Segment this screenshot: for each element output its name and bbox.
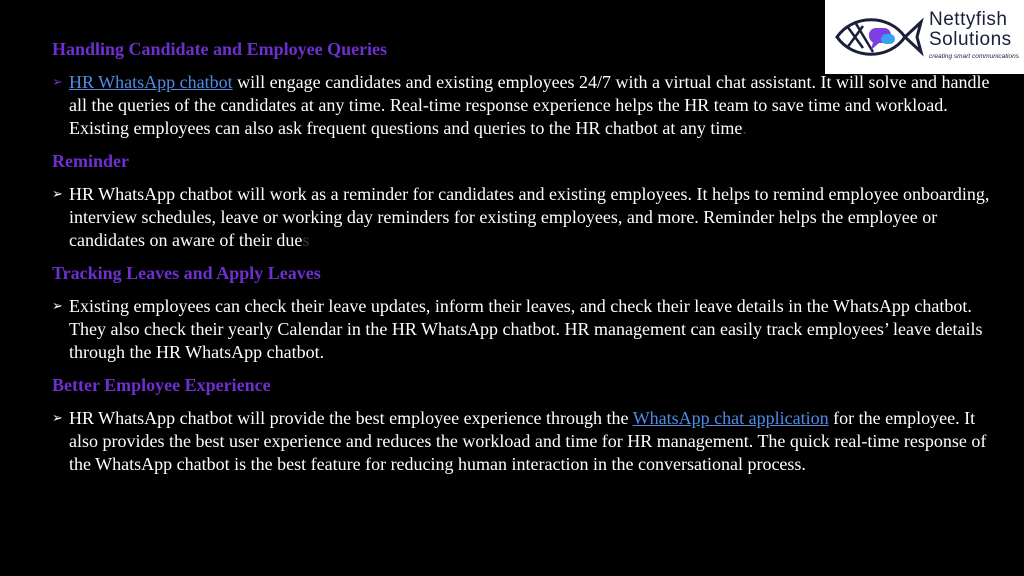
bullet-trail: s (302, 230, 310, 250)
logo-name-line2: Solutions (929, 29, 1012, 50)
section-bullet (52, 407, 1002, 476)
section-heading: Reminder (52, 151, 129, 171)
section-heading: Tracking Leaves and Apply Leaves (52, 263, 321, 283)
bullet-text: HR WhatsApp chatbot will provide the best employee experience through the (69, 408, 633, 428)
arrow-bullet-icon: ➢ (52, 187, 63, 202)
hr-whatsapp-chatbot-link[interactable]: HR WhatsApp chatbot (69, 72, 233, 92)
section-heading: Handling Candidate and Employee Queries (52, 39, 388, 59)
bullet-text: Existing employees can check their leave updates, inform their leaves, and check their leave details in the WhatsApp chatbot. They also check their yearly Calendar in the HR WhatsApp chatbot. HR management can easily track employees’ leave details through the HR WhatsApp chatbot. (69, 296, 983, 362)
whatsapp-chat-application-link[interactable]: WhatsApp chat application (632, 408, 829, 428)
arrow-bullet-icon: ➢ (52, 299, 63, 314)
bullet-text: will engage candidates and existing employees 24/7 with a virtual chat assistant. It will solve and handle all the queries of the candidates at any time. Real-time response experience helps the HR team to save time and workload. Existing employees can also ask frequent questions and queries to the HR chatbot at any time (69, 72, 990, 138)
section-bullet (52, 71, 1002, 140)
slide-content (52, 38, 1002, 486)
arrow-bullet-icon: ➢ (52, 411, 63, 426)
section-heading: Better Employee Experience (52, 375, 271, 395)
bullet-trail: . (742, 118, 747, 138)
logo-name-line1: Nettyfish (929, 9, 1008, 30)
section-bullet (52, 295, 1002, 364)
arrow-bullet-icon: ➢ (52, 75, 63, 90)
bullet-text: for the employee. It also provides the best user experience and reduces the workload and time for HR management. The quick real-time response of the WhatsApp chatbot is the best feature for reducing human interaction in the conversational process. (69, 408, 987, 474)
section-bullet (52, 183, 1002, 252)
bullet-text: HR WhatsApp chatbot will work as a reminder for candidates and existing employees. It helps to remind employee onboarding, interview schedules, leave or working day reminders for existing employees, and more. Reminder helps the employee or candidates on aware of their due (69, 184, 990, 250)
logo-tagline: creating smart communications (929, 53, 1019, 60)
